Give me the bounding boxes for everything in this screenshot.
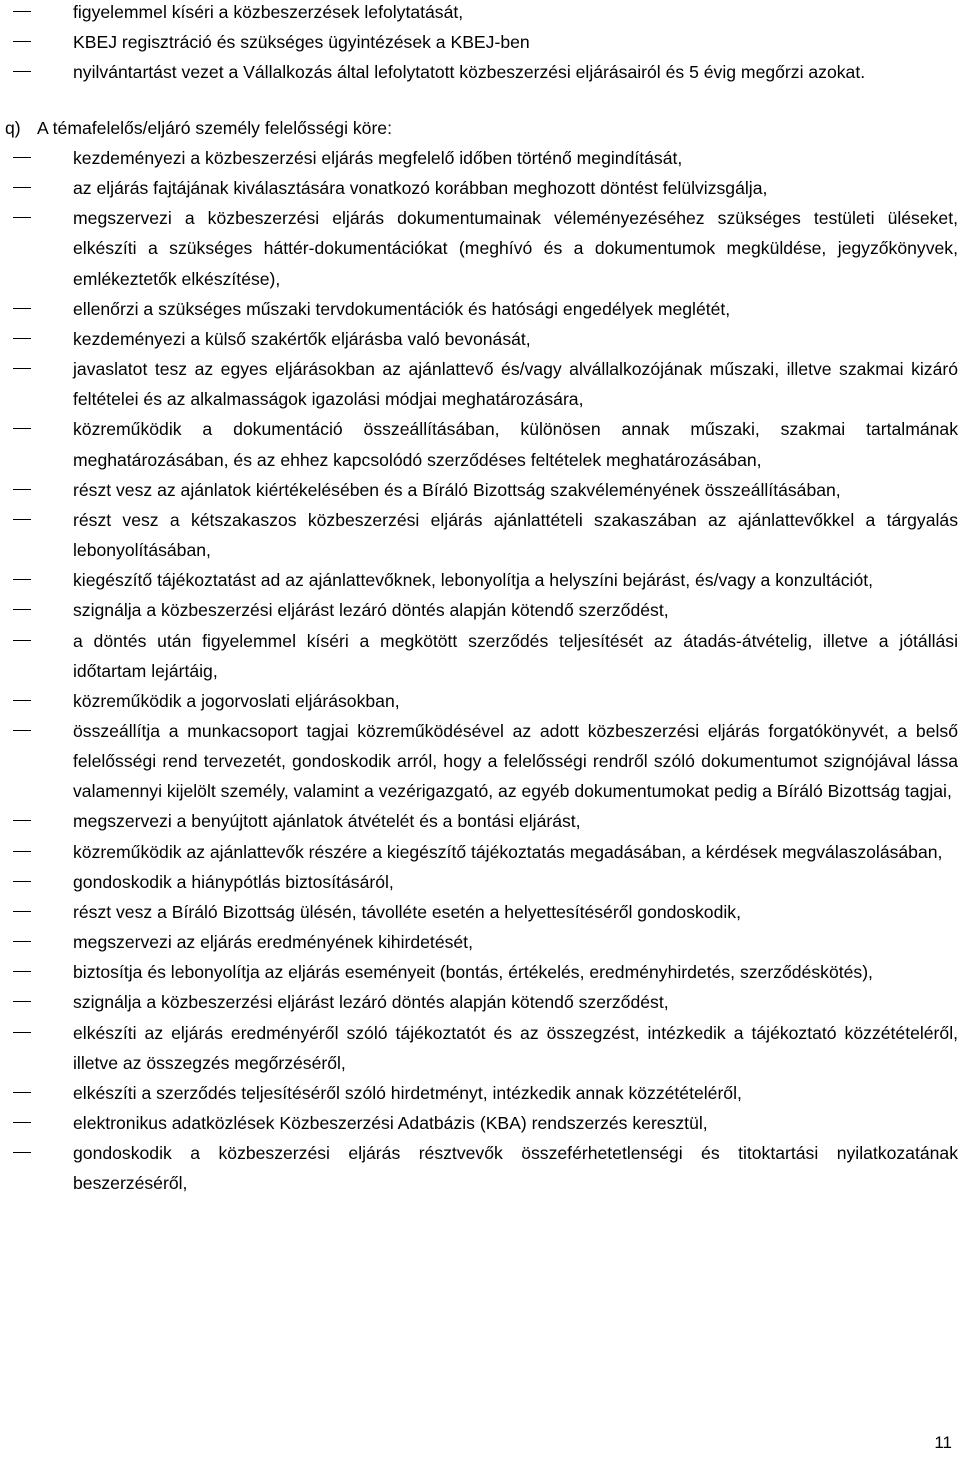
list-item	[0, 1108, 960, 1138]
list-item-text: részt vesz a Bíráló Bizottság ülésén, távolléte esetén a helyettesítéséről gondoskodik,	[73, 901, 741, 922]
responsibility-list	[0, 143, 960, 1198]
dash-bullet	[13, 730, 31, 731]
list-item	[0, 686, 960, 716]
list-item-text: a döntés után figyelemmel kíséri a megkötött szerződés teljesítését az átadás-átvételig, illetve a jótállási időtartam lejártáig,	[73, 630, 958, 681]
dash-bullet	[13, 971, 31, 972]
list-item-text: megszervezi a benyújtott ajánlatok átvételét és a bontási eljárást,	[73, 811, 581, 832]
list-item-text: elkészíti a szerződés teljesítéséről szóló hirdetményt, intézkedik annak közzétételéről,	[73, 1082, 742, 1103]
list-item-text: közreműködik a jogorvoslati eljárásokban,	[73, 690, 400, 711]
list-item-text: összeállítja a munkacsoport tagjai közreműködésével az adott közbeszerzési eljárás forgatókönyvét, a belső felelősségi rend tervezetét, gondoskodik arról, hogy a felelősségi rendről szóló dokumentumot szignójával lássa valamennyi kijelölt személy, valamint a vezérigazgató, az egyéb dokumentumokat pedig a Bíráló Bizottság tagjai,	[73, 720, 958, 802]
list-item-text: KBEJ regisztráció és szükséges ügyintézések a KBEJ-ben	[73, 32, 530, 53]
dash-bullet	[13, 911, 31, 912]
list-item	[0, 294, 960, 324]
page-number: 11	[934, 1433, 952, 1452]
dash-bullet	[13, 428, 31, 429]
list-item-text: részt vesz az ajánlatok kiértékelésében és a Bíráló Bizottság szakvéleményének összeállításában,	[73, 479, 841, 500]
list-item	[0, 716, 960, 806]
list-item	[0, 475, 960, 505]
list-item	[0, 354, 960, 414]
dash-bullet	[13, 187, 31, 188]
list-item	[0, 1018, 960, 1078]
section-label: q)	[5, 118, 21, 138]
list-item-text: kezdeményezi a külső szakértők eljárásba való bevonását,	[73, 328, 531, 349]
section-title: A témafelelős/eljáró személy felelősségi köre:	[37, 118, 392, 138]
dash-bullet	[13, 41, 31, 42]
dash-bullet	[13, 11, 31, 12]
list-item	[0, 867, 960, 897]
list-item-text: javaslatot tesz az egyes eljárásokban az ajánlattevő és/vagy alvállalkozójának műszaki, illetve szakmai kizáró feltételei és az alkalmasságok igazolási módjai meghatározására,	[73, 359, 958, 410]
dash-bullet	[13, 308, 31, 309]
dash-bullet	[13, 1152, 31, 1153]
dash-bullet	[13, 1092, 31, 1093]
dash-bullet	[13, 338, 31, 339]
list-item	[0, 565, 960, 595]
dash-bullet	[13, 579, 31, 580]
list-item	[0, 595, 960, 625]
list-item	[0, 414, 960, 474]
list-item-text: megszervezi a közbeszerzési eljárás dokumentumainak véleményezéséhez szükséges testületi üléseket, elkészíti a szükséges háttér-dokumentációkat (meghívó és a dokumentumok megküldése, jegyzőkönyvek, emlékeztetők elkészítése),	[73, 208, 958, 289]
list-item-text: megszervezi az eljárás eredményének kihirdetését,	[73, 932, 473, 953]
list-item	[0, 957, 960, 987]
dash-bullet	[13, 640, 31, 641]
dash-bullet	[13, 1001, 31, 1002]
dash-bullet	[13, 368, 31, 369]
list-item-text: kezdeményezi a közbeszerzési eljárás megfelelő időben történő megindítását,	[73, 148, 683, 168]
dash-bullet	[13, 71, 31, 72]
dash-bullet	[13, 489, 31, 490]
list-item	[0, 203, 960, 293]
top-bullet-list	[0, 0, 960, 87]
dash-bullet	[13, 217, 31, 218]
dash-bullet	[13, 609, 31, 610]
list-item	[0, 505, 960, 565]
list-item	[0, 897, 960, 927]
dash-bullet	[13, 881, 31, 882]
list-item-text: részt vesz a kétszakaszos közbeszerzési eljárás ajánlattételi szakaszában az ajánlattevőkkel a tárgyalás lebonyolításában,	[73, 509, 958, 561]
list-item	[0, 143, 960, 173]
dash-bullet	[13, 820, 31, 821]
list-item-text: ellenőrzi a szükséges műszaki tervdokumentációk és hatósági engedélyek meglétét,	[73, 298, 731, 319]
list-item	[0, 324, 960, 354]
list-item	[0, 1078, 960, 1108]
list-item-text: gondoskodik a hiánypótlás biztosításáról,	[73, 871, 394, 892]
list-item-text: elkészíti az eljárás eredményéről szóló tájékoztatót és az összegzést, intézkedik a tájékoztató közzétételéről, illetve az összegzés megőrzéséről,	[73, 1022, 958, 1073]
list-item	[0, 626, 960, 686]
list-item-text: gondoskodik a közbeszerzési eljárás résztvevők összeférhetetlenségi és titoktartási nyilatkozatának beszerzéséről,	[73, 1143, 958, 1194]
list-item-text: elektronikus adatközlések Közbeszerzési Adatbázis (KBA) rendszerzés keresztül,	[73, 1113, 708, 1133]
list-item-text: kiegészítő tájékoztatást ad az ajánlattevőknek, lebonyolítja a helyszíni bejárást, és/vagy a konzultációt,	[73, 570, 874, 591]
dash-bullet	[13, 1122, 31, 1123]
list-item	[0, 806, 960, 836]
list-item	[0, 927, 960, 957]
list-item	[0, 0, 960, 27]
list-item-text: közreműködik az ajánlattevők részére a kiegészítő tájékoztatás megadásában, a kérdések megválaszolásában,	[73, 841, 943, 862]
list-item-text: az eljárás fajtájának kiválasztására vonatkozó korábban meghozott döntést felülvizsgálja,	[73, 178, 768, 199]
list-item	[0, 987, 960, 1017]
dash-bullet	[13, 851, 31, 852]
list-item	[0, 1138, 960, 1198]
dash-bullet	[13, 157, 31, 158]
dash-bullet	[13, 941, 31, 942]
list-item	[0, 57, 960, 87]
section-heading	[5, 113, 905, 143]
list-item-text: szignálja a közbeszerzési eljárást lezáró döntés alapján kötendő szerződést,	[73, 600, 669, 621]
list-item-text: közreműködik a dokumentáció összeállításában, különösen annak műszaki, szakmai tartalmának meghatározásában, és az ehhez kapcsolódó szerződéses feltételek meghatározásában,	[73, 419, 958, 470]
list-item	[0, 173, 960, 203]
list-item-text: biztosítja és lebonyolítja az eljárás eseményeit (bontás, értékelés, eredményhirdetés, szerződéskötés),	[73, 962, 873, 983]
list-item	[0, 27, 960, 57]
dash-bullet	[13, 519, 31, 520]
list-item-text: szignálja a közbeszerzési eljárást lezáró döntés alapján kötendő szerződést,	[73, 992, 669, 1013]
list-item	[0, 837, 960, 867]
dash-bullet	[13, 1032, 31, 1033]
list-item-text: figyelemmel kíséri a közbeszerzések lefolytatását,	[73, 2, 464, 22]
dash-bullet	[13, 700, 31, 701]
list-item-text: nyilvántartást vezet a Vállalkozás által lefolytatott közbeszerzési eljárásairól és 5 évig megőrzi azokat.	[73, 62, 866, 83]
